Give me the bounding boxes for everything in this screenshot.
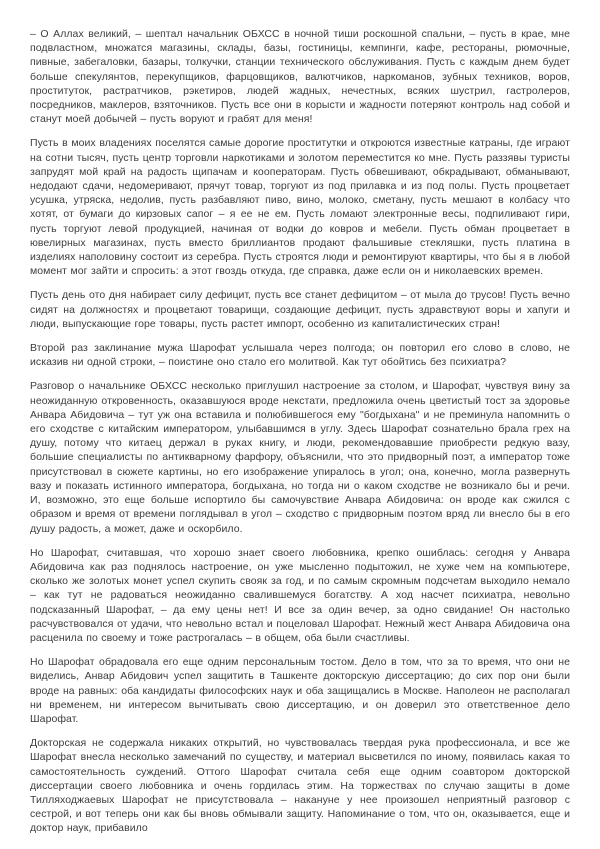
paragraph-1: – О Аллах великий, – шептал начальник ОБХСС в ночной тиши роскошной спальни, – пусть в крае, мне подвластном, множатся магазины, склады, базы, гостиницы, кемпинги, кафе, рестораны, рюмочные, пивные, забегаловки, базары, толкучки, станции технического обслуживания. Пусть с каждым днем будет больше спекулянтов, перекупщиков, фарцовщиков, валютчиков, наркоманов, зубных техников, воров, проституток, растратчиков, рэкетиров, людей жадных, нечестных, всяких шустрил, гастролеров, посредников, маклеров, взяточников. Пусть все они в корысти и жадности потеряют контроль над собой и станут моей добычей – пусть воруют и грабят для меня! <box>30 28 570 126</box>
paragraph-8: Докторская не содержала никаких открытий, но чувствовалась твердая рука профессионала, и все же Шарофат внесла несколько замечаний по существу, и материал высветился по иному, появилась какая то самостоятельность суждений. Оттого Шарофат считала себя еще одним соавтором докторской диссертации своего любовника и очень гордилась этим. На торжествах по случаю защиты в доме Тилляходжаевых Шарофат не присутствовала – накануне у нее произошел неприятный разговор с сестрой, и вот теперь они как бы вновь обмывали защиту. Напоминание о том, что он, оказывается, еще и доктор наук, прибавило <box>30 737 570 835</box>
paragraph-4: Второй раз заклинание мужа Шарофат услышала через полгода; он повторил его слово в слово, не исказив ни одной строки, – поистине оно стало его молитвой. Как тут обойтись без психиатра? <box>30 342 570 369</box>
paragraph-5: Разговор о начальнике ОБХСС несколько приглушил настроение за столом, и Шарофат, чувствуя вину за неожиданную откровенность, оказавшуюся вроде некстати, предложила очень цветистый тост за здоровье Анвара Абидовича – тут уж она вставила и полюбившегося ему "богдыхана" и не преминула напомнить о его сходстве с китайским императором, улыбавшимся в углу. Здесь Шарофат сознательно брала грех на душу, потому что китаец держал в руках книгу, и люди, рекомендовавшие приобрести редкую вазу, большие специалисты по антикварному фарфору, объяснили, что это придворный поэт, а император тоже присутствовал в сюжете картины, но его изображение упиралось в угол; она, конечно, могла развернуть вазу и показать истинного императора, богдыхана, но тогда ни о каком сходстве не возникало бы и речи. И, возможно, это еще больше испортило бы самочувствие Анвара Абидовича: он вроде как сжился с образом и время от времени поглядывал в угол – сходство с придворным поэтом вряд ли внесло бы в его душу радость, а может, даже и оскорбило. <box>30 380 570 535</box>
paragraph-3: Пусть день ото дня набирает силу дефицит, пусть все станет дефицитом – от мыла до трусов! Пусть вечно сидят на должностях и процветают товарищи, создающие дефицит, пусть здравствуют воры и хапуги и люди, выпускающие горе товары, пусть растет импорт, особенно из капиталистических стран! <box>30 289 570 330</box>
paragraph-2: Пусть в моих владениях поселятся самые дорогие проститутки и откроются известные катраны, где играют на сотни тысяч, пусть центр торговли наркотиками и золотом переместится ко мне. Пусть раззявы туристы запрудят мой край на радость щипачам и кооператорам. Пусть обвешивают, обкрадывают, обманывают, недодают сдачи, недомеривают, прячут товар, торгуют из под прилавка и из под полы. Пусть процветает усушка, утряска, недолив, пусть разбавляют пиво, вино, молоко, сметану, пусть мешают в колбасу что хотят, от бумаги до кирзовых сапог – я ее не ем. Пусть ломают электронные весы, подпиливают гири, пусть торгуют левой продукцией, начиная от водки до ковров и мебели. Пусть обман процветает в ювелирных магазинах, пусть вместо бриллиантов продают фальшивые стекляшки, пусть платина в изделиях наполовину состоит из серебра. Пусть строятся люди и ремонтируют квартиры, что бы я в любой момент мог зайти и спросить: а этот гвоздь откуда, где справка, даже если он и николаевских времен. <box>30 137 570 278</box>
paragraph-6: Но Шарофат, считавшая, что хорошо знает своего любовника, крепко ошиблась: сегодня у Анвара Абидовича как раз поднялось настроение, он уже мысленно подытожил, не хуже чем на компьютере, сколько же золотых монет успел скупить свояк за год, и по самым скромным подсчетам выходило немало – как тут не радоваться неожиданно свалившемуся богатству. А ход насчет психиатра, невольно подсказанный Шарофат, – да ему цены нет! И все за один вечер, за одно свидание! Он настолько расчувствовался от удачи, что невольно встал и поцеловал Шарофат. Нежный жест Анвара Абидовича она расценила по своему и тоже растрогалась – в общем, оба были счастливы. <box>30 546 570 644</box>
paragraph-7: Но Шарофат обрадовала его еще одним персональным тостом. Дело в том, что за то время, что они не виделись, Анвар Абидович успел защитить в Ташкенте докторскую диссертацию; до сих пор они были вроде на равных: оба кандидаты философских наук и оба защищались в Москве. Наполеон не располагал ни временем, ни интересом вычитывать свою диссертацию, и он доверил это ответственное дело Шарофат. <box>30 656 570 725</box>
